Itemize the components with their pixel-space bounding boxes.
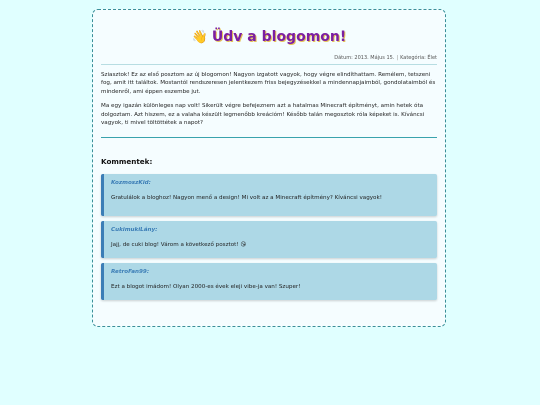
comments-title: Kommentek: <box>101 157 153 167</box>
comment-author: RetroFan99: <box>111 269 150 276</box>
post-category: Kategória: Élet <box>400 55 437 61</box>
post-content <box>101 71 437 127</box>
comment-text: Ezt a blogot imádom! Olyan 2000-es évek eleji vibe-ja van! Szuper! <box>111 284 301 291</box>
waving-hand-icon: 👋 <box>191 30 208 45</box>
comment-text: Jajj, de cuki blog! Várom a következő posztot! 😘 <box>111 242 247 249</box>
post-date: Dátum: 2013. Május 15. <box>334 55 395 61</box>
post-title-text: Üdv a blogomon! <box>211 29 347 45</box>
post-meta <box>101 55 437 65</box>
comment-item <box>101 263 437 300</box>
comment-item <box>101 174 437 216</box>
comment-item <box>101 221 437 258</box>
post-title <box>101 10 437 47</box>
blog-post <box>92 9 446 327</box>
post-paragraph: Ma egy igazán különleges nap volt! Sikerült végre befejeznem azt a hatalmas Minecraft építményt, amin hetek óta dolgoztam. Azt hiszem, ez a valaha készült legmenőbb kreációm! Később talán megosztok róla képeket is. Kíváncsi vagyok, ti mivel töltöttétek a napot? <box>101 103 425 127</box>
section-divider <box>101 137 437 138</box>
comment-author: KozmoszKid: <box>111 180 151 187</box>
meta-separator: | <box>396 55 399 61</box>
comment-author: CukimukiLány: <box>111 227 158 234</box>
comments-section <box>101 157 437 300</box>
comment-text: Gratulálok a bloghoz! Nagyon menő a design! Mi volt az a Minecraft építmény? Kíváncsi vagyok! <box>111 195 382 202</box>
post-paragraph: Sziasztok! Ez az első posztom az új blogomon! Nagyon izgatott vagyok, hogy végre elindíthattam. Remélem, tetszeni fog, amit itt találtok. Mostantól rendszeresen jelentkezem friss bejegyzésekkel a mindennapjaimból, gondolataimból és mindenről, ami éppen eszembe jut. <box>101 72 436 95</box>
